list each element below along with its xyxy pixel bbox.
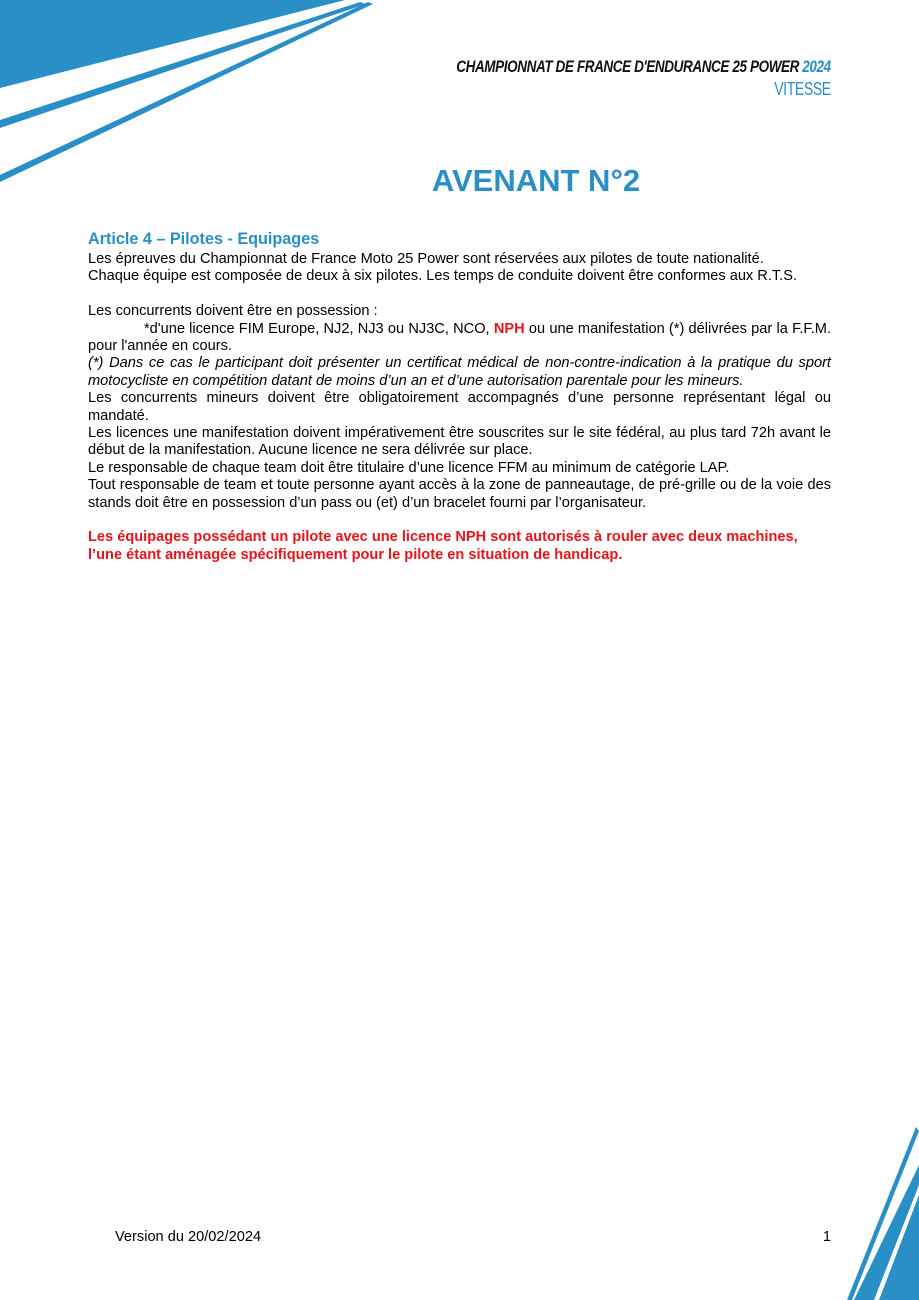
licence-requirement: [88, 321, 831, 356]
article-heading: Article 4 – Pilotes - Equipages: [88, 230, 320, 248]
document-header: [374, 57, 831, 101]
team-manager-paragraph: Le responsable de chaque team doit être titulaire d’une licence FFM au minimum de catégorie LAP.: [88, 459, 730, 476]
nph-notice-line-2: l’une étant aménagée spécifiquement pour le pilote en situation de handicap.: [88, 546, 623, 563]
discipline-label: VITESSE: [774, 79, 831, 99]
version-label: Version du 20/02/2024: [115, 1229, 262, 1245]
licence-nph-highlight: NPH: [493, 320, 525, 337]
article-intro-line-1: Les épreuves du Championnat de France Moto 25 Power sont réservées aux pilotes de toute nationalité.: [88, 251, 764, 267]
footer-stripes-decoration: [844, 1125, 919, 1300]
access-paragraph: Tout responsable de team et toute personne ayant accès à la zone de panneautage, de pré-grille ou de la voie des stands doit être en possession d’un pass ou (et) d’un bracelet fourni par l’organisateur.: [88, 477, 831, 511]
page-title: AVENANT N°2: [431, 163, 641, 198]
page-number: 1: [822, 1229, 831, 1245]
manifestation-paragraph: Les licences une manifestation doivent impérativement être souscrites sur le site fédéral, au plus tard 72h avant le début de la manifestation. Aucune licence ne sera délivrée sur place.: [88, 425, 831, 459]
licence-text-after: ou une manifestation (*) délivrées par la F.F.M. pour l'année en cours.: [88, 320, 831, 355]
championship-title: [456, 57, 831, 77]
licence-text-before: *d'une licence FIM Europe, NJ2, NJ3 ou NJ3C, NCO,: [144, 320, 494, 337]
header-stripes-decoration: [0, 0, 380, 185]
possession-intro: Les concurrents doivent être en possession :: [88, 303, 378, 320]
footnote-medical: (*) Dans ce cas le participant doit présenter un certificat médical de non-contre-indication à la pratique du sport motocycliste en compétition datant de moins d’un an et d’une autorisation parentale pour les mineurs.: [88, 355, 831, 389]
nph-notice-line-1: Les équipages possédant un pilote avec une licence NPH sont autorisés à rouler avec deux machines,: [88, 529, 798, 546]
minors-paragraph: Les concurrents mineurs doivent être obligatoirement accompagnés d’une personne représentant légal ou mandaté.: [88, 390, 831, 424]
article-intro-line-2: Chaque équipe est composée de deux à six pilotes. Les temps de conduite doivent être conformes aux R.T.S.: [88, 268, 798, 285]
championship-year: 2024: [802, 58, 831, 76]
article-body: [88, 229, 831, 564]
championship-name: CHAMPIONNAT DE FRANCE D'ENDURANCE 25 POWER: [456, 58, 800, 76]
